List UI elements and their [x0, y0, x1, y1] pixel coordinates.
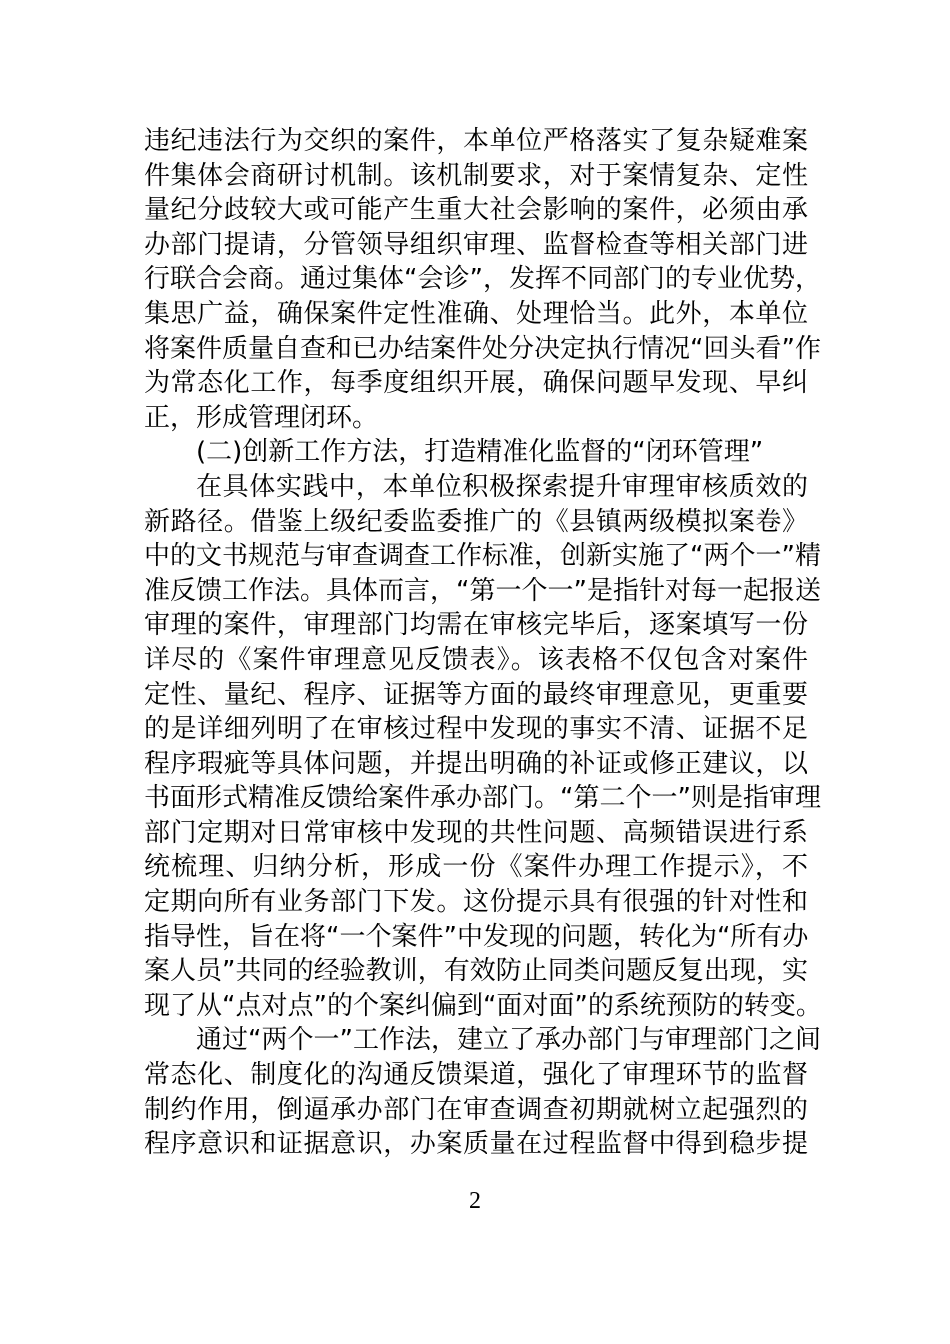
body-text — [144, 124, 822, 1162]
text-line: 程序意识和证据意识，办案质量在过程监督中得到稳步提 — [144, 1129, 808, 1160]
text-line: 新路径。借鉴上级纪委监委推广的《县镇两级模拟案卷》 — [144, 506, 808, 537]
text-line: 中的文书规范与审查调查工作标准，创新实施了“两个一”精 — [144, 541, 821, 572]
text-line: 为常态化工作，每季度组织开展，确保问题早发现、早纠 — [144, 368, 808, 399]
text-line: 定性、量纪、程序、证据等方面的最终审理意见，更重要 — [144, 679, 808, 710]
text-line: 常态化、制度化的沟通反馈渠道，强化了审理环节的监督 — [144, 1060, 808, 1091]
text-line: 行联合会商。通过集体“会诊”，发挥不同部门的专业优势， — [144, 264, 821, 295]
text-line: 书面形式精准反馈给案件承办部门。“第二个一”则是指审理 — [144, 783, 821, 814]
text-line: 现了从“点对点”的个案纠偏到“面对面”的系统预防的转变。 — [144, 990, 822, 1021]
text-line: 将案件质量自查和已办结案件处分决定执行情况“回头看”作 — [144, 333, 821, 364]
text-line: 统梳理、归纳分析，形成一份《案件办理工作提示》，不 — [144, 852, 808, 883]
text-line: 办部门提请，分管领导组织审理、监督检查等相关部门进 — [144, 229, 808, 260]
text-line: 定期向所有业务部门下发。这份提示具有很强的针对性和 — [144, 887, 808, 918]
text-line: 通过“两个一”工作法，建立了承办部门与审理部门之间 — [196, 1025, 821, 1056]
text-line: 部门定期对日常审核中发现的共性问题、高频错误进行系 — [144, 817, 808, 848]
text-line: 集思广益，确保案件定性准确、处理恰当。此外，本单位 — [144, 298, 808, 329]
section-heading: (二)创新工作方法，打造精准化监督的“闭环管理” — [196, 437, 764, 468]
text-line: 制约作用，倒逼承办部门在审查调查初期就树立起强烈的 — [144, 1094, 808, 1125]
text-line: 程序瑕疵等具体问题，并提出明确的补证或修正建议，以 — [144, 748, 808, 779]
text-line: 正，形成管理闭环。 — [144, 402, 379, 433]
text-line: 的是详细列明了在审核过程中发现的事实不清、证据不足 — [144, 714, 808, 745]
text-line: 准反馈工作法。具体而言，“第一个一”是指针对每一起报送 — [144, 575, 821, 606]
text-line: 在具体实践中，本单位积极探索提升审理审核质效的 — [196, 471, 808, 502]
text-line: 件集体会商研讨机制。该机制要求，对于案情复杂、定性 — [144, 160, 808, 191]
text-line: 审理的案件，审理部门均需在审核完毕后，逐案填写一份 — [144, 610, 808, 641]
text-line: 详尽的《案件审理意见反馈表》。该表格不仅包含对案件 — [144, 644, 808, 675]
page-number: 2 — [469, 1188, 481, 1214]
text-line: 指导性，旨在将“一个案件”中发现的问题，转化为“所有办 — [144, 921, 809, 952]
text-line: 违纪违法行为交织的案件，本单位严格落实了复杂疑难案 — [144, 126, 808, 156]
text-line: 案人员”共同的经验教训，有效防止同类问题反复出现，实 — [144, 956, 808, 987]
text-line: 量纪分歧较大或可能产生重大社会影响的案件，必须由承 — [144, 195, 808, 226]
